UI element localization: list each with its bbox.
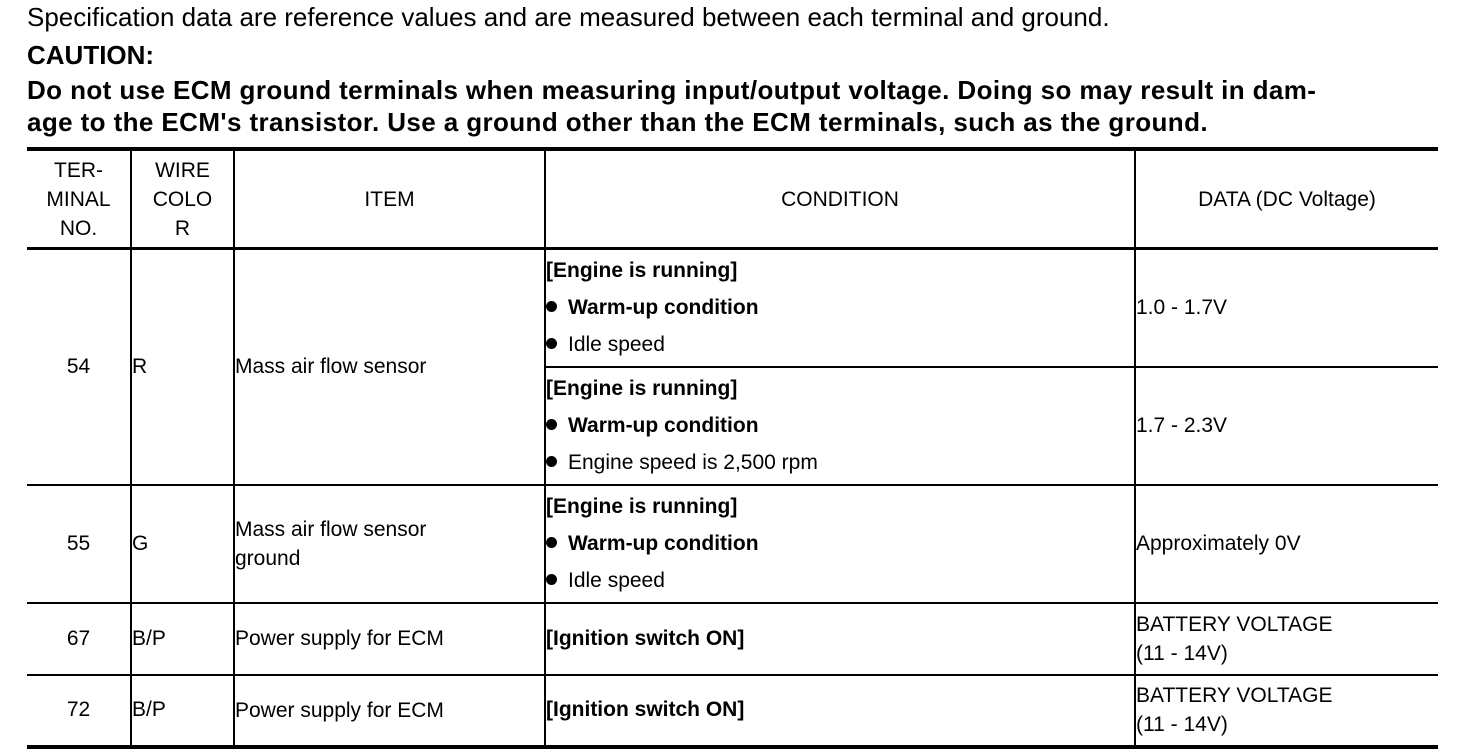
bullet-icon (546, 419, 557, 430)
condition-bullet: Warm-up condition (546, 407, 1134, 444)
wire-color: B/P (131, 603, 234, 675)
table-row (27, 249, 1438, 367)
terminal-number: 54 (27, 249, 131, 485)
bullet-icon (546, 338, 557, 349)
header-item: ITEM (234, 149, 545, 249)
terminal-spec-table (27, 147, 1438, 749)
caution-text (27, 74, 1447, 138)
header-condition: CONDITION (545, 149, 1135, 249)
data-value: 1.0 - 1.7V (1135, 249, 1438, 367)
condition-title: [Engine is running] (546, 495, 738, 518)
condition-title: [Ignition switch ON] (546, 626, 745, 650)
wire-color: R (131, 249, 234, 485)
caution-title: CAUTION: (27, 40, 155, 70)
condition-bullet: Engine speed is 2,500 rpm (546, 444, 1134, 481)
condition-bullet: Warm-up condition (546, 525, 1134, 562)
intro-text: Specification data are reference values and are measured between each terminal and ground. (27, 2, 1110, 32)
condition-bullet: Idle speed (546, 326, 1134, 363)
header-terminal-no: TER- MINAL NO. (27, 149, 131, 249)
terminal-number: 55 (27, 485, 131, 603)
data-value: Approximately 0V (1135, 485, 1438, 603)
item-name: Mass air flow sensor (234, 249, 545, 485)
condition-title: [Ignition switch ON] (546, 698, 745, 721)
wire-color: B/P (131, 675, 234, 747)
bullet-icon (546, 574, 557, 585)
condition-cell (545, 603, 1135, 675)
condition-cell (545, 675, 1135, 747)
header-data: DATA (DC Voltage) (1135, 149, 1438, 249)
data-value: BATTERY VOLTAGE (11 - 14V) (1135, 603, 1438, 675)
condition-cell (545, 249, 1135, 367)
condition-title: [Engine is running] (546, 259, 738, 283)
condition-bullet: Warm-up condition (546, 289, 1134, 326)
condition-cell (545, 485, 1135, 603)
terminal-number: 67 (27, 603, 131, 675)
condition-bullet: Idle speed (546, 562, 1134, 599)
item-name: Power supply for ECM (234, 675, 545, 747)
item-name: Power supply for ECM (234, 603, 545, 675)
terminal-number: 72 (27, 675, 131, 747)
wire-color: G (131, 485, 234, 603)
data-value: 1.7 - 2.3V (1135, 367, 1438, 485)
item-name: Mass air flow sensor ground (234, 485, 545, 603)
bullet-icon (546, 537, 557, 548)
condition-title: [Engine is running] (546, 377, 738, 400)
table-row (27, 675, 1438, 747)
data-value: BATTERY VOLTAGE (11 - 14V) (1135, 675, 1438, 747)
bullet-icon (546, 301, 557, 312)
condition-cell (545, 367, 1135, 485)
caution-line: Do not use ECM ground terminals when measuring input/output voltage. Doing so may result in dam- (27, 75, 1317, 105)
table-row (27, 603, 1438, 675)
table-header-row (27, 149, 1438, 249)
bullet-icon (546, 456, 557, 467)
table-row (27, 485, 1438, 603)
header-wire-color: WIRE COLO R (131, 149, 234, 249)
caution-line: age to the ECM's transistor. Use a ground other than the ECM terminals, such as the ground. (27, 107, 1208, 137)
